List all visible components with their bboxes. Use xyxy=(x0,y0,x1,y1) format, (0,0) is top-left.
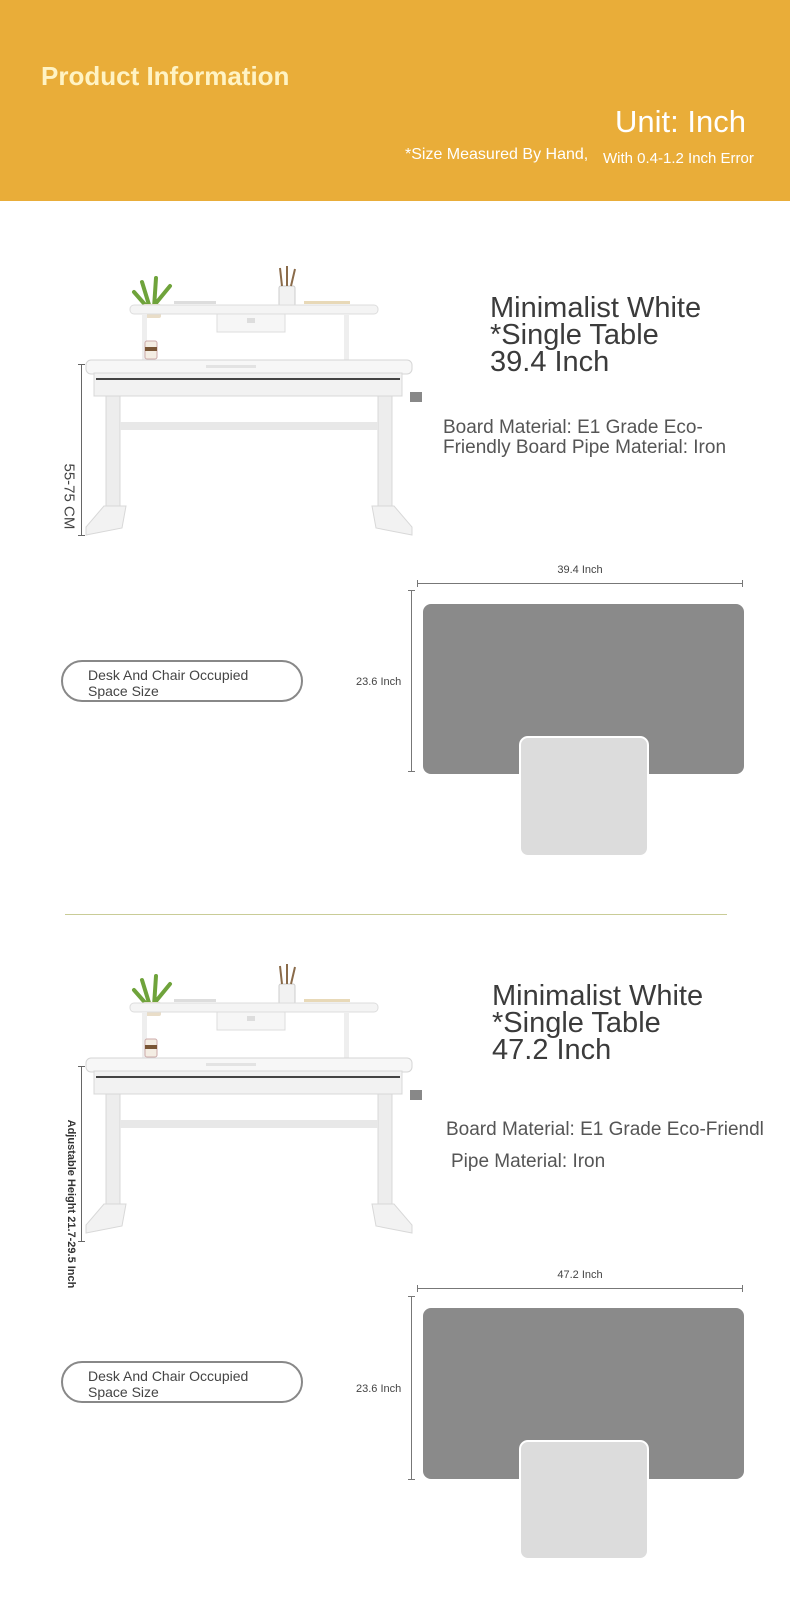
measurement-note: *Size Measured By Hand, xyxy=(405,146,589,163)
width-dimension-line xyxy=(417,583,743,584)
space-size-badge xyxy=(61,660,303,702)
space-size-label: Desk And Chair Occupied Space Size xyxy=(88,1368,249,1400)
desk-illustration xyxy=(82,260,438,555)
product-title: Minimalist White *Single Table 39.4 Inch xyxy=(490,292,702,378)
depth-dimension-line xyxy=(411,590,412,772)
height-dimension-line xyxy=(81,1066,82,1242)
material-spec: Board Material: E1 Grade Eco-Friendly Board Pipe Material: Iron xyxy=(443,417,727,458)
page-title: Product Information xyxy=(41,61,290,91)
pencil-cup-icon xyxy=(279,266,295,306)
header-banner xyxy=(0,0,790,201)
depth-label: 23.6 Inch xyxy=(356,676,402,688)
desk-illustration xyxy=(82,958,438,1253)
width-label: 47.2 Inch xyxy=(557,1269,603,1281)
chair-top-view xyxy=(519,736,649,857)
width-dimension-line xyxy=(417,1288,743,1289)
measurement-error-note: With 0.4-1.2 Inch Error xyxy=(603,150,754,167)
height-label: Adjustable Height 21.7-29.5 Inch xyxy=(65,1119,77,1289)
unit-label: Unit: Inch xyxy=(615,104,746,139)
chair-top-view xyxy=(519,1440,649,1560)
product-section-2 xyxy=(0,958,790,1578)
height-label: 55-75 CM xyxy=(60,463,78,530)
product-title: Minimalist White *Single Table 47.2 Inch xyxy=(492,980,704,1066)
material-spec-pipe: Pipe Material: Iron xyxy=(451,1151,606,1172)
width-label: 39.4 Inch xyxy=(557,564,603,576)
material-spec-board: Board Material: E1 Grade Eco-Friendl xyxy=(446,1120,764,1140)
product-section-1 xyxy=(0,260,790,880)
space-size-badge xyxy=(61,1361,303,1403)
depth-label: 23.6 Inch xyxy=(356,1383,402,1395)
width-dimension xyxy=(417,564,743,584)
width-dimension xyxy=(417,1269,743,1289)
section-divider xyxy=(65,914,727,915)
pencil-cup-icon xyxy=(279,964,295,1004)
height-dimension-line xyxy=(81,364,82,536)
space-size-label: Desk And Chair Occupied Space Size xyxy=(88,667,249,699)
depth-dimension-line xyxy=(411,1296,412,1480)
